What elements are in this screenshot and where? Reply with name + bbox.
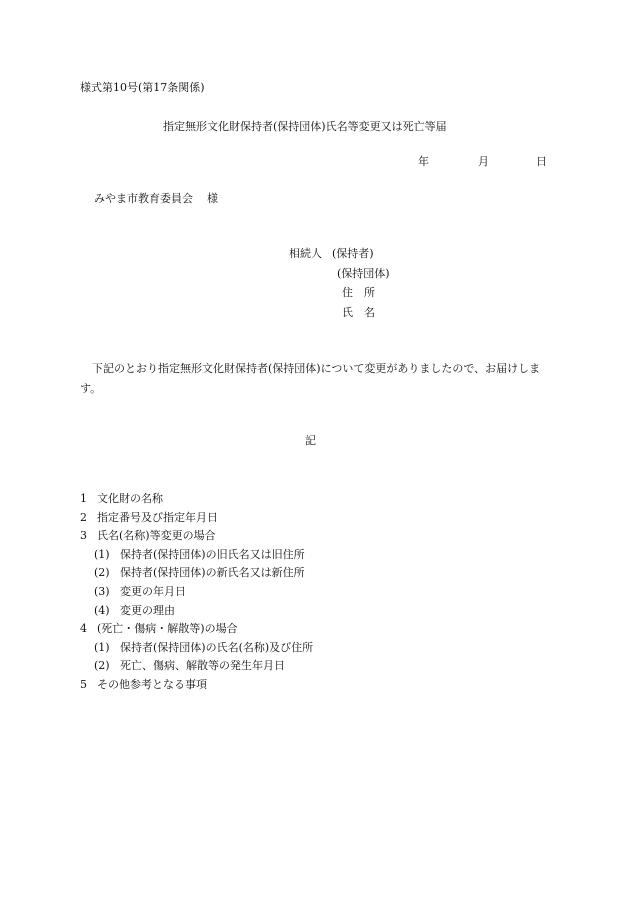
body-paragraph: 下記のとおり指定無形文化財保持者(保持団体)について変更がありましたので、お届けします。 [80,362,541,395]
item-number: (3) [94,584,110,598]
item-text: 保持者(保持団体)の旧氏名又は旧住所 [120,547,305,561]
list-item [80,676,313,695]
item-number: 3 [80,529,87,543]
item-text: その他参考となる事項 [97,677,207,691]
item-number: (2) [94,659,110,673]
item-number: 1 [80,492,87,505]
items-list [80,490,313,695]
addressee-honorific: 様 [207,192,218,205]
applicant-role-group: (保持団体) [337,267,390,280]
list-item [80,639,313,658]
applicant-name-label: 氏 名 [342,306,375,319]
date-month-label: 月 [478,155,489,168]
document-title: 指定無形文化財保持者(保持団体)氏名等変更又は死亡等届 [163,120,447,133]
list-item [80,490,313,509]
item-text: 指定番号及び指定年月日 [97,510,218,524]
item-text: 変更の年月日 [120,584,186,598]
item-text: 氏名(名称)等変更の場合 [97,529,216,543]
item-number: 2 [80,510,87,524]
item-text: 文化財の名称 [97,492,163,505]
form-number: 様式第10号(第17条関係) [80,81,205,94]
item-text: 保持者(保持団体)の新氏名又は新住所 [120,566,305,580]
list-item [80,564,313,583]
list-item [80,620,313,639]
item-text: 保持者(保持団体)の氏名(名称)及び住所 [120,640,314,654]
list-item [80,509,313,528]
addressee [94,192,218,206]
applicant-role-holder: (保持者) [332,247,374,260]
ki-heading: 記 [305,434,316,447]
list-item [80,546,313,565]
date-day-label: 日 [536,155,547,168]
date-year-label: 年 [418,155,429,168]
item-text: 変更の理由 [120,603,175,617]
item-number: 4 [80,622,87,636]
applicant-label-row [289,247,374,261]
item-number: (2) [94,566,110,580]
item-text: (死亡・傷病・解散等)の場合 [97,622,238,636]
item-number: 5 [80,677,87,691]
list-item [80,527,313,546]
list-item [80,583,313,602]
date-line [0,155,630,169]
item-number: (1) [94,547,110,561]
applicant-label: 相続人 [289,247,322,260]
list-item [80,657,313,676]
applicant-address-label: 住 所 [342,286,375,299]
list-item [80,602,313,621]
item-text: 死亡、傷病、解散等の発生年月日 [120,659,285,673]
addressee-name: みやま市教育委員会 [94,192,193,205]
item-number: (4) [94,603,110,617]
item-number: (1) [94,640,110,654]
